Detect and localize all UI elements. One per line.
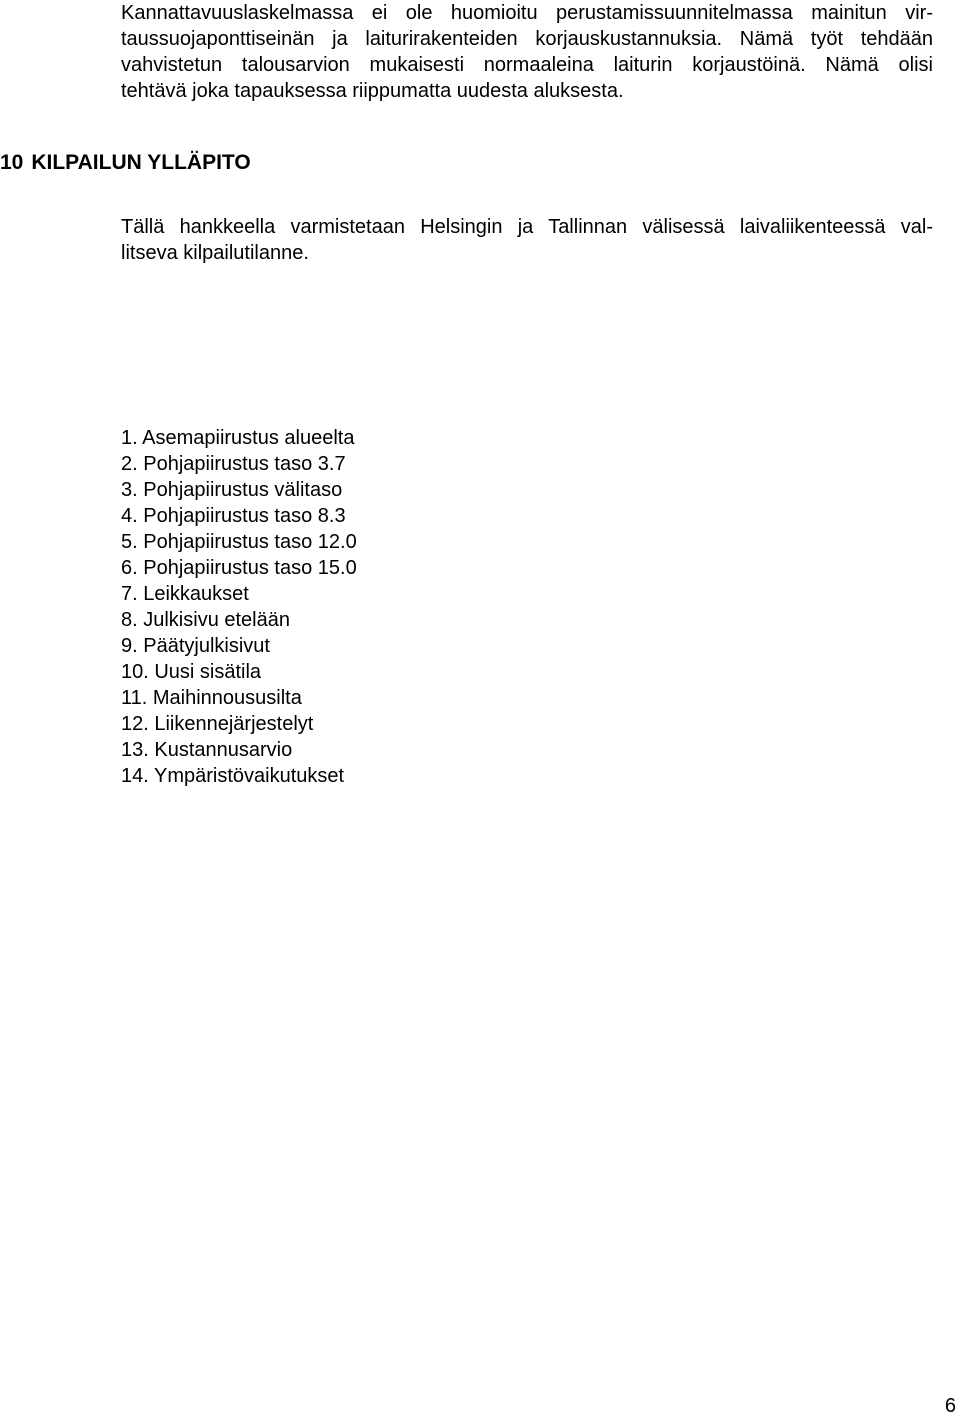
intro-paragraph [121,0,933,104]
section-number: 10 [0,151,24,174]
intro-line-2: taussuojaponttiseinän ja laiturirakenteiden korjauskustannuksia. Nämä työt tehdään [121,28,933,50]
attachment-item: 5. Pohjapiirustus taso 12.0 [121,531,357,553]
section-heading [0,150,251,176]
section-line-1: Tällä hankkeella varmistetaan Helsingin ja Tallinnan välisessä laivaliikenteessä val- [121,216,933,238]
attachment-item: 8. Julkisivu etelään [121,609,290,631]
attachment-item: 7. Leikkaukset [121,583,249,605]
attachment-list [121,425,357,789]
section-paragraph [121,214,933,266]
attachment-item: 6. Pohjapiirustus taso 15.0 [121,557,357,579]
section-title: KILPAILUN YLLÄPITO [31,151,251,174]
intro-line-1: Kannattavuuslaskelmassa ei ole huomioitu perustamissuunnitelmassa mainitun vir- [121,2,933,24]
attachment-item: 13. Kustannusarvio [121,739,293,761]
intro-line-4: tehtävä joka tapauksessa riippumatta uudesta aluksesta. [121,80,624,102]
section-line-2: litseva kilpailutilanne. [121,242,309,264]
attachment-item: 3. Pohjapiirustus välitaso [121,479,343,501]
attachment-item: 2. Pohjapiirustus taso 3.7 [121,453,346,475]
page-number: 6 [944,1395,956,1417]
attachment-item: 12. Liikennejärjestelyt [121,713,314,735]
attachment-item: 14. Ympäristövaikutukset [121,765,345,787]
attachment-item: 10. Uusi sisätila [121,661,262,683]
intro-line-3: vahvistetun talousarvion mukaisesti normaaleina laiturin korjaustöinä. Nämä olisi [121,54,933,76]
attachment-item: 9. Päätyjulkisivut [121,635,270,657]
attachment-item: 1. Asemapiirustus alueelta [121,427,355,449]
attachment-item: 11. Maihinnoususilta [121,687,302,709]
attachment-item: 4. Pohjapiirustus taso 8.3 [121,505,346,527]
